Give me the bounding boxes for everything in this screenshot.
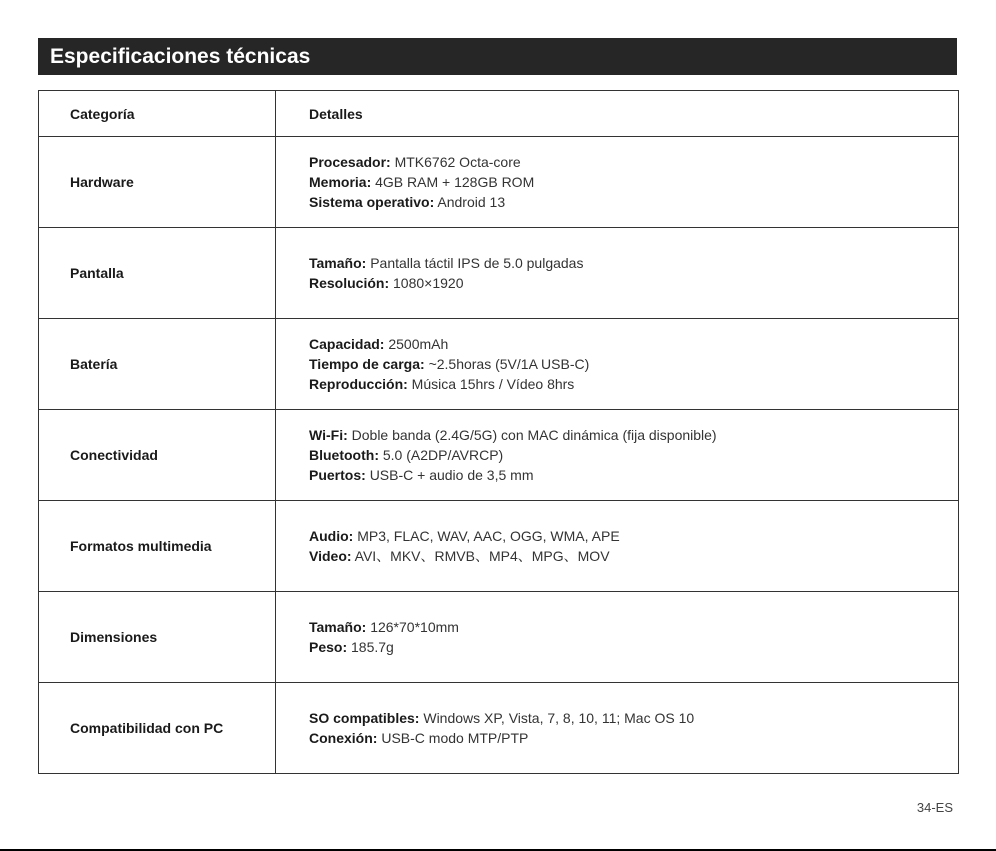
detail-line	[309, 708, 958, 728]
detail-label: Tamaño:	[309, 255, 367, 271]
table-row	[39, 228, 959, 319]
detail-value: 2500mAh	[388, 336, 449, 352]
detail-line	[309, 526, 958, 546]
detail-line	[309, 273, 958, 293]
detail-label: Reproducción:	[309, 376, 408, 392]
row-details	[276, 319, 959, 410]
page-title	[38, 38, 957, 75]
detail-value: 126*70*10mm	[370, 619, 459, 635]
detail-line	[309, 425, 958, 445]
detail-value: Android 13	[437, 194, 506, 210]
table-row	[39, 410, 959, 501]
detail-label: Video:	[309, 548, 352, 564]
detail-line	[309, 374, 958, 394]
row-details	[276, 501, 959, 592]
detail-value: Pantalla táctil IPS de 5.0 pulgadas	[370, 255, 584, 271]
row-category: Conectividad	[39, 410, 276, 501]
detail-label: Audio:	[309, 528, 354, 544]
detail-line	[309, 152, 958, 172]
row-category: Batería	[39, 319, 276, 410]
table-row	[39, 501, 959, 592]
detail-label: Capacidad:	[309, 336, 385, 352]
detail-label: SO compatibles:	[309, 710, 420, 726]
detail-line	[309, 172, 958, 192]
table-row	[39, 592, 959, 683]
detail-line	[309, 192, 958, 212]
column-header-details: Detalles	[276, 91, 959, 137]
detail-label: Tamaño:	[309, 619, 367, 635]
specifications-table	[38, 90, 959, 774]
detail-value: USB-C + audio de 3,5 mm	[369, 467, 534, 483]
detail-label: Puertos:	[309, 467, 366, 483]
detail-line	[309, 354, 958, 374]
row-category: Hardware	[39, 137, 276, 228]
row-details	[276, 592, 959, 683]
detail-label: Peso:	[309, 639, 348, 655]
detail-line	[309, 617, 958, 637]
detail-line	[309, 253, 958, 273]
row-details	[276, 683, 959, 774]
column-header-category: Categoría	[39, 91, 276, 137]
row-details	[276, 410, 959, 501]
detail-value: 185.7g	[351, 639, 394, 655]
detail-line	[309, 465, 958, 485]
detail-line	[309, 334, 958, 354]
row-details	[276, 137, 959, 228]
page-title-text: Especificaciones técnicas	[50, 44, 311, 68]
detail-label: Resolución:	[309, 275, 390, 291]
row-details	[276, 228, 959, 319]
detail-value: AVI、MKV、RMVB、MP4、MPG、MOV	[354, 548, 610, 564]
table-row	[39, 137, 959, 228]
row-category: Dimensiones	[39, 592, 276, 683]
row-category: Pantalla	[39, 228, 276, 319]
detail-line	[309, 637, 958, 657]
table-row	[39, 319, 959, 410]
detail-value: Doble banda (2.4G/5G) con MAC dinámica (fija disponible)	[351, 427, 717, 443]
detail-line	[309, 445, 958, 465]
row-category: Compatibilidad con PC	[39, 683, 276, 774]
page-number: 34-ES	[916, 800, 953, 815]
detail-line	[309, 546, 958, 566]
detail-value: USB-C modo MTP/PTP	[381, 730, 529, 746]
detail-label: Conexión:	[309, 730, 378, 746]
detail-value: 1080×1920	[393, 275, 464, 291]
detail-line	[309, 728, 958, 748]
detail-value: 4GB RAM + 128GB ROM	[375, 174, 535, 190]
detail-value: 5.0 (A2DP/AVRCP)	[382, 447, 504, 463]
detail-label: Procesador:	[309, 154, 391, 170]
row-category: Formatos multimedia	[39, 501, 276, 592]
detail-value: MTK6762 Octa-core	[394, 154, 521, 170]
detail-label: Wi-Fi:	[309, 427, 348, 443]
detail-value: ~2.5horas (5V/1A USB-C)	[428, 356, 590, 372]
detail-value: Música 15hrs / Vídeo 8hrs	[411, 376, 575, 392]
detail-value: MP3, FLAC, WAV, AAC, OGG, WMA, APE	[357, 528, 620, 544]
detail-value: Windows XP, Vista, 7, 8, 10, 11; Mac OS 10	[423, 710, 695, 726]
table-header-row	[39, 91, 959, 137]
detail-label: Memoria:	[309, 174, 372, 190]
detail-label: Bluetooth:	[309, 447, 379, 463]
detail-label: Sistema operativo:	[309, 194, 435, 210]
detail-label: Tiempo de carga:	[309, 356, 425, 372]
table-row	[39, 683, 959, 774]
